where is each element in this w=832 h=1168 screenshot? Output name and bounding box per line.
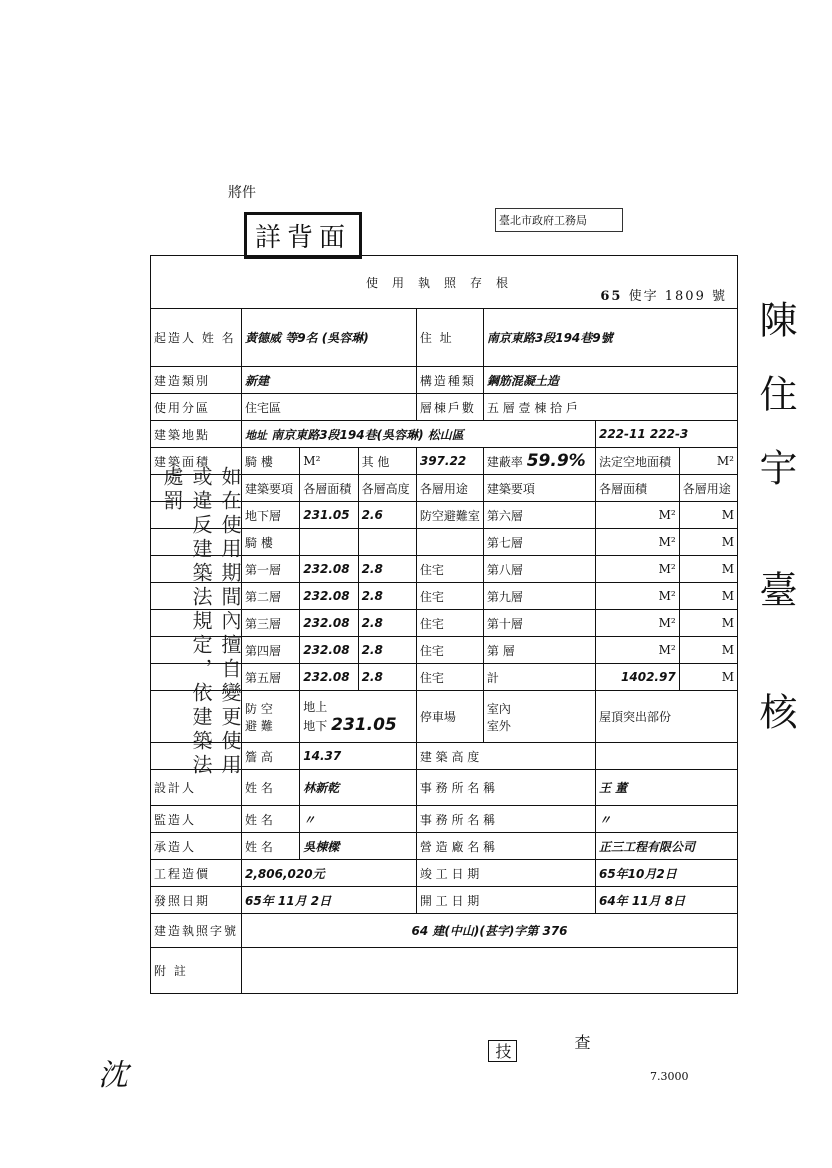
floor-row (151, 583, 738, 610)
floor-height: 2.8 (358, 556, 416, 583)
roof-label: 屋頂突出部份 (595, 691, 737, 743)
number-mid: 使字 (628, 289, 659, 304)
floor-height-right: M (679, 637, 737, 664)
shelter-values: 地上 地下 231.05 (300, 691, 417, 743)
designer-label: 設計人 (151, 770, 242, 806)
col-use-2: 各層用途 (679, 475, 737, 502)
supervisor-office-label: 事 務 所 名 稱 (416, 806, 595, 833)
blank (151, 556, 242, 583)
floor-height: 2.8 (358, 637, 416, 664)
floor-height (358, 529, 416, 556)
issue-value: 65年 11月 2日 (242, 887, 417, 914)
category-value: 新建 (242, 367, 417, 394)
zone-label: 使用分區 (151, 394, 242, 421)
col-height: 各層高度 (358, 475, 416, 502)
floor-row (151, 529, 738, 556)
floor-use: 防空避難室 (416, 502, 483, 529)
factory-label: 營 造 廠 名 稱 (416, 833, 595, 860)
permit-form (150, 255, 738, 994)
floor-height-right: M (679, 583, 737, 610)
start-value: 64年 11月 8日 (595, 887, 737, 914)
floor-area: 232.08 (300, 664, 358, 691)
structure-value: 鋼筋混凝土造 (483, 367, 737, 394)
builder-label: 起造人 姓 名 (151, 309, 242, 367)
complete-label: 竣 工 日 期 (416, 860, 595, 887)
floor-area: 232.08 (300, 556, 358, 583)
floor-name: 第四層 (242, 637, 300, 664)
blank (151, 664, 242, 691)
license-number: 1809 (664, 289, 706, 304)
arcade-unit: M² (300, 448, 358, 475)
floor-use: 住宅 (416, 556, 483, 583)
site-label: 建築地點 (151, 421, 242, 448)
issue-label: 發照日期 (151, 887, 242, 914)
floor-name: 第五層 (242, 664, 300, 691)
footer-stamp-2: 查 (572, 1034, 591, 1050)
floor-row (151, 556, 738, 583)
structure-label: 構造種類 (416, 367, 483, 394)
floor-height: 2.8 (358, 583, 416, 610)
floor-height-right: M (679, 529, 737, 556)
blank (151, 583, 242, 610)
designer-office: 王 董 (595, 770, 737, 806)
floor-height: 2.8 (358, 610, 416, 637)
builder-value: 黃德威 等9名 (吳容琳) (242, 309, 417, 367)
other-label: 其 他 (358, 448, 416, 475)
left-side-note: 如在使用期間內擅自變更使用或違反建築法規定，依建築法處罰 (160, 466, 242, 778)
col-area: 各層面積 (300, 475, 358, 502)
floor-name-right: 計 (483, 664, 595, 691)
floor-area-right: M² (595, 610, 679, 637)
form-title: 使用執照存根 (365, 275, 522, 290)
floor-area: 232.08 (300, 637, 358, 664)
floor-row (151, 664, 738, 691)
contractor-name-label: 姓 名 (242, 833, 300, 860)
floor-name-right: 第九層 (483, 583, 595, 610)
supervisor-name-label: 姓 名 (242, 806, 300, 833)
blank (151, 637, 242, 664)
area-label: 建築面積 (151, 448, 242, 475)
floor-name-right: 第 層 (483, 637, 595, 664)
floor-height-right: M (679, 664, 737, 691)
floor-row (151, 502, 738, 529)
floor-area-right: M² (595, 637, 679, 664)
col-item-2: 建築要項 (483, 475, 595, 502)
category-label: 建造類別 (151, 367, 242, 394)
building-height-label: 建 築 高 度 (416, 743, 595, 770)
floor-area: 232.08 (300, 610, 358, 637)
side-signature: 沈 (98, 1058, 128, 1093)
floor-row (151, 610, 738, 637)
floor-area-right: M² (595, 583, 679, 610)
cost-label: 工程造價 (151, 860, 242, 887)
floor-name: 第三層 (242, 610, 300, 637)
floor-name-right: 第八層 (483, 556, 595, 583)
floor-name: 騎 樓 (242, 529, 300, 556)
footer-stamp-1: 技 (488, 1040, 517, 1062)
supervisor-label: 監造人 (151, 806, 242, 833)
blank (151, 610, 242, 637)
floor-name-right: 第七層 (483, 529, 595, 556)
designer-office-label: 事 務 所 名 稱 (416, 770, 595, 806)
floors-value: 五 層 壹 棟 拾 戶 (483, 394, 737, 421)
eaves-label: 簷 高 (242, 743, 300, 770)
floor-use: 住宅 (416, 583, 483, 610)
coverage-label: 建蔽率 59.9% (483, 448, 595, 475)
floor-height: 2.8 (358, 664, 416, 691)
lot-numbers: 222-11 222-3 (595, 421, 737, 448)
address-label: 住 址 (416, 309, 483, 367)
eaves-value: 14.37 (300, 743, 417, 770)
agency-stamp: 臺北市政府工務局 (495, 208, 623, 232)
legal-open-unit: M² (679, 448, 737, 475)
floor-area (300, 529, 358, 556)
designer-name-label: 姓 名 (242, 770, 300, 806)
year-prefix: 65 (600, 289, 623, 304)
shelter-label: 防 空 避 難 (242, 691, 300, 743)
footer-note: 7.3000 (650, 1070, 689, 1083)
permit-value: 64 建(中山)(甚字)字第 376 (242, 914, 738, 948)
permit-label: 建造執照字號 (151, 914, 242, 948)
parking-values: 室內 室外 (483, 691, 595, 743)
floor-area-right: M² (595, 529, 679, 556)
floor-name-right: 第十層 (483, 610, 595, 637)
col-use: 各層用途 (416, 475, 483, 502)
detail-box-stamp: 詳背面 (244, 212, 362, 259)
supervisor-office: 〃 (595, 806, 737, 833)
blank (151, 529, 242, 556)
floor-row (151, 637, 738, 664)
floor-height: 2.6 (358, 502, 416, 529)
floor-area: 232.08 (300, 583, 358, 610)
floor-area: 231.05 (300, 502, 358, 529)
start-label: 開 工 日 期 (416, 887, 595, 914)
floor-use (416, 529, 483, 556)
contractor-value: 吳棟樑 (300, 833, 417, 860)
floor-area-right: M² (595, 502, 679, 529)
col-area-2: 各層面積 (595, 475, 679, 502)
floor-height-right: M (679, 610, 737, 637)
floor-height-right: M (679, 556, 737, 583)
col-item: 建築要項 (242, 475, 300, 502)
floor-name-right: 第六層 (483, 502, 595, 529)
right-side-text: 陳住宇 臺 核 (753, 300, 797, 767)
floor-use: 住宅 (416, 637, 483, 664)
zone-value: 住宅區 (242, 394, 417, 421)
small-stamp: 將件 (228, 185, 256, 201)
floor-name: 地下層 (242, 502, 300, 529)
remark-value (242, 948, 738, 994)
floor-area-right: 1402.97 (595, 664, 679, 691)
blank (151, 502, 242, 529)
floors-label: 層棟戶數 (416, 394, 483, 421)
floor-use: 住宅 (416, 610, 483, 637)
floor-area-right: M² (595, 556, 679, 583)
complete-value: 65年10月2日 (595, 860, 737, 887)
address-value: 南京東路3段194巷9號 (483, 309, 737, 367)
site-value: 地址 南京東路3段194巷(吳容琳) 松山區 (242, 421, 596, 448)
cost-value: 2,806,020元 (242, 860, 417, 887)
remark-label: 附 註 (151, 948, 242, 994)
floor-name: 第一層 (242, 556, 300, 583)
floor-name: 第二層 (242, 583, 300, 610)
arcade-label: 騎 樓 (242, 448, 300, 475)
number-suffix: 號 (711, 289, 727, 304)
parking-label: 停車場 (416, 691, 483, 743)
supervisor-value: 〃 (300, 806, 417, 833)
floor-use: 住宅 (416, 664, 483, 691)
legal-open-label: 法定空地面積 (595, 448, 679, 475)
contractor-label: 承造人 (151, 833, 242, 860)
contractor-factory: 正三工程有限公司 (595, 833, 737, 860)
designer-value: 林新乾 (300, 770, 417, 806)
floor-height-right: M (679, 502, 737, 529)
other-value: 397.22 (416, 448, 483, 475)
